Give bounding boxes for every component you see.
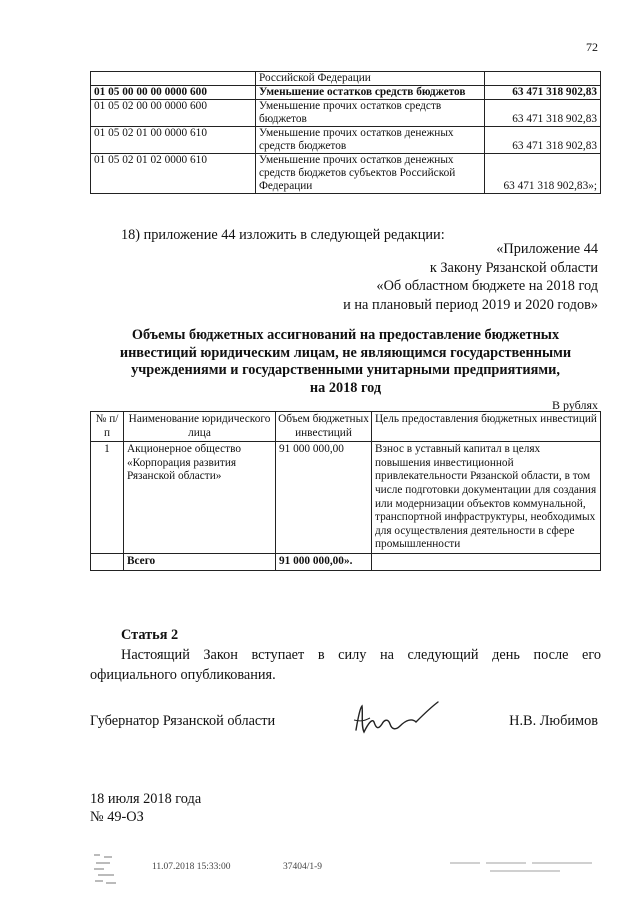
cell-empty: [91, 553, 124, 570]
row-name: Уменьшение остатков средств бюджетов: [256, 86, 485, 100]
appendix-line: к Закону Рязанской области: [429, 259, 598, 276]
appendix-line: и на плановый период 2019 и 2020 годов»: [343, 296, 598, 313]
article-title: Статья 2: [121, 627, 179, 643]
title-line: Объемы бюджетных ассигнований на предоставление бюджетных: [131, 327, 560, 343]
cell-name: Акционерное общество «Корпорация развития Рязанской области»: [124, 442, 276, 554]
table-row: [91, 72, 601, 86]
law-number: № 49-ОЗ: [90, 809, 144, 825]
amendment-paragraph: 18) приложение 44 изложить в следующей редакции:: [121, 227, 445, 243]
row-name: Уменьшение прочих остатков средств бюджетов: [256, 100, 485, 127]
total-row: [91, 553, 601, 570]
appendix-line: «Об областном бюджете на 2018 год: [376, 278, 598, 294]
table-row: [91, 100, 601, 127]
law-date: 18 июля 2018 года: [90, 791, 202, 807]
header-goal: Цель предоставления бюджетных инвестиций: [372, 412, 601, 442]
title-line: инвестиций юридическим лицам, не являющимся государственными: [119, 344, 572, 361]
signatory-name: Н.В. Любимов: [509, 713, 598, 729]
row-amount: 63 471 318 902,83: [485, 127, 601, 154]
row-code: 01 05 02 00 00 0000 600: [91, 100, 256, 127]
header-name: Наименование юридического лица: [124, 412, 276, 442]
row-code: [91, 72, 256, 86]
header-volume: Объем бюджетных инвестиций: [276, 412, 372, 442]
footer-doc-id: 37404/1-9: [283, 862, 323, 872]
table-header-row: [91, 412, 601, 442]
total-label: Всего: [124, 553, 276, 570]
page-number: 72: [586, 40, 598, 54]
unit-label: В рублях: [551, 398, 598, 412]
appendix-header: [343, 240, 598, 314]
row-amount: 63 471 318 902,83»;: [485, 154, 601, 194]
cell-num: 1: [91, 442, 124, 554]
table-row: [91, 86, 601, 100]
law-date-block: [90, 790, 201, 826]
handwritten-signature: [352, 700, 442, 740]
footer-timestamp: 11.07.2018 15:33:00: [152, 862, 231, 872]
title-line: на 2018 год: [309, 379, 382, 396]
row-amount: 63 471 318 902,83: [485, 100, 601, 127]
article-body: Настоящий Закон вступает в силу на следующий день после его официального опубликования.: [90, 647, 601, 683]
faint-stamp-icon: [450, 860, 600, 876]
signatory-position: Губернатор Рязанской области: [90, 713, 276, 729]
cell-empty: [372, 553, 601, 570]
row-amount: [485, 72, 601, 86]
appendix-line: «Приложение 44: [496, 241, 598, 257]
cell-goal: Взнос в уставный капитал в целях повышения инвестиционной привлекательности Рязанской области, в том числе подготовки документации для создания или модернизации объектов коммунальной, транспортной инфраструктуры, необходимых для осуществления деятельности в сфере промышленности: [372, 442, 601, 554]
cell-volume: 91 000 000,00: [276, 442, 372, 554]
table-row: [91, 127, 601, 154]
registration-stamp-icon: [92, 852, 120, 888]
row-code: 01 05 00 00 00 0000 600: [91, 86, 256, 100]
row-name: Российской Федерации: [256, 72, 485, 86]
row-code: 01 05 02 01 02 0000 610: [91, 154, 256, 194]
row-name: Уменьшение прочих остатков денежных средств бюджетов субъектов Российской Федерации: [256, 154, 485, 194]
table-row: [91, 154, 601, 194]
sources-table: [90, 71, 601, 194]
title-line: учреждениями и государственными унитарными предприятиями,: [131, 362, 560, 378]
investment-table: [90, 411, 601, 571]
row-amount: 63 471 318 902,83: [485, 86, 601, 100]
header-num: № п/п: [91, 412, 124, 442]
table-row: [91, 442, 601, 554]
document-title: [90, 327, 601, 397]
row-code: 01 05 02 01 00 0000 610: [91, 127, 256, 154]
total-volume: 91 000 000,00».: [276, 553, 372, 570]
row-name: Уменьшение прочих остатков денежных средств бюджетов: [256, 127, 485, 154]
